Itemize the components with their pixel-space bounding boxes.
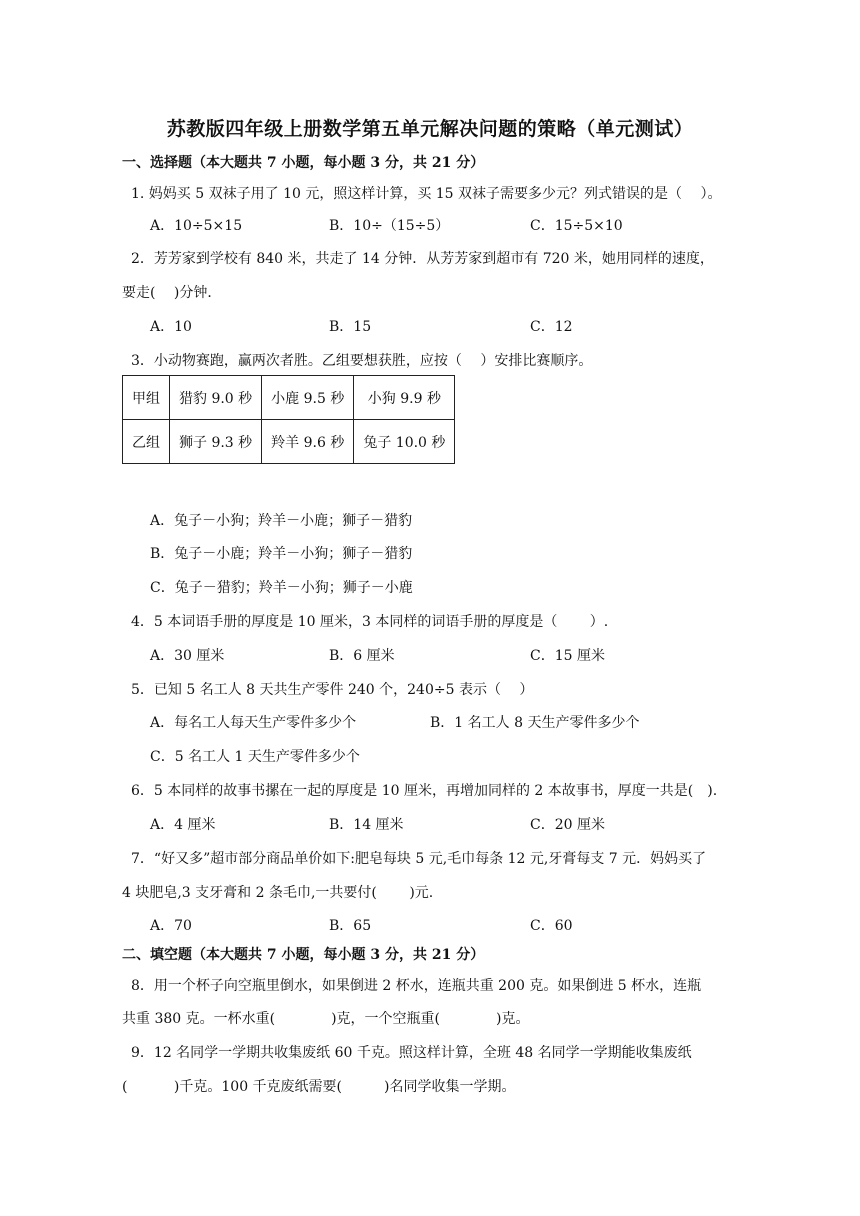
question-6-option-c: C．20 厘米 <box>530 817 605 833</box>
question-5-text: 5．已知 5 名工人 8 天共生产零件 240 个，240÷5 表示（ ） <box>131 682 534 698</box>
question-8-text-line2: 共重 380 克。一杯水重( )克，一个空瓶重( )克。 <box>122 1011 530 1027</box>
question-1-option-a: A．10÷5×15 <box>150 218 243 234</box>
table-cell: 小鹿 9.5 秒 <box>262 376 354 420</box>
question-5-option-c: C．5 名工人 1 天生产零件多少个 <box>150 749 360 765</box>
page-title: 苏教版四年级上册数学第五单元解决问题的策略（单元测试） <box>166 118 694 140</box>
question-8-text-line1: 8．用一个杯子向空瓶里倒水，如果倒进 2 杯水，连瓶共重 200 克。如果倒进 5 杯水，连瓶 <box>131 978 702 994</box>
question-3-option-b: B．兔子－小鹿；羚羊－小狗；狮子－猎豹 <box>150 546 413 562</box>
question-6-option-a: A．4 厘米 <box>150 817 216 833</box>
question-4-option-c: C．15 厘米 <box>530 648 605 664</box>
table-cell: 狮子 9.3 秒 <box>170 420 262 464</box>
question-1-option-b: B．10÷（15÷5） <box>329 218 450 234</box>
table-cell: 乙组 <box>123 420 170 464</box>
question-5-option-b: B．1 名工人 8 天生产零件多少个 <box>430 715 640 731</box>
question-3-option-c: C．兔子－猎豹；羚羊－小狗；狮子－小鹿 <box>150 580 413 596</box>
question-7-option-a: A．70 <box>150 918 192 934</box>
question-3-text: 3．小动物赛跑，赢两次者胜。乙组要想获胜，应按（ ）安排比赛顺序。 <box>131 353 593 369</box>
question-6-option-b: B．14 厘米 <box>329 817 404 833</box>
question-2-option-a: A．10 <box>150 319 192 335</box>
question-7-option-b: B．65 <box>329 918 372 934</box>
question-4-option-b: B．6 厘米 <box>329 648 395 664</box>
section-heading-fill: 二、填空题（本大题共 7 小题，每小题 3 分，共 21 分） <box>122 947 485 963</box>
table-cell: 甲组 <box>123 376 170 420</box>
table-cell: 小狗 9.9 秒 <box>354 376 455 420</box>
table-row <box>123 420 455 464</box>
question-4-text: 4．5 本词语手册的厚度是 10 厘米，3 本同样的词语手册的厚度是（ ）. <box>131 614 609 630</box>
question-1-text: 1. 妈妈买 5 双袜子用了 10 元，照这样计算，买 15 双袜子需要多少元？列式错误的是（ ）。 <box>131 186 722 202</box>
question-2-option-b: B．15 <box>329 319 372 335</box>
section-heading-choice: 一、选择题（本大题共 7 小题，每小题 3 分，共 21 分） <box>122 155 485 171</box>
table-row <box>123 376 455 420</box>
question-2-text-line2: 要走( )分钟． <box>122 285 222 301</box>
question-4-option-a: A．30 厘米 <box>150 648 225 664</box>
race-times-table <box>122 375 455 464</box>
question-3-option-a: A．兔子－小狗；羚羊－小鹿；狮子－猎豹 <box>150 513 413 529</box>
question-6-text: 6．5 本同样的故事书摞在一起的厚度是 10 厘米，再增加同样的 2 本故事书，厚度一共是( ). <box>131 783 718 799</box>
question-2-text-line1: 2．芳芳家到学校有 840 米，共走了 14 分钟．从芳芳家到超市有 720 米，她用同样的速度， <box>131 251 714 267</box>
question-5-option-a: A．每名工人每天生产零件多少个 <box>150 715 357 731</box>
question-7-text-line1: 7．“好又多”超市部分商品单价如下:肥皂每块 5 元,毛巾每条 12 元,牙膏每支 7 元．妈妈买了 <box>131 851 707 867</box>
question-7-text-line2: 4 块肥皂,3 支牙膏和 2 条毛巾,一共要付( )元. <box>122 885 434 901</box>
question-2-option-c: C．12 <box>530 319 573 335</box>
table-cell: 羚羊 9.6 秒 <box>262 420 354 464</box>
question-1-option-c: C．15÷5×10 <box>530 218 623 234</box>
question-9-text-line1: 9．12 名同学一学期共收集废纸 60 千克。照这样计算，全班 48 名同学一学期能收集废纸 <box>131 1045 692 1061</box>
table-cell: 猎豹 9.0 秒 <box>170 376 262 420</box>
table-cell: 兔子 10.0 秒 <box>354 420 455 464</box>
question-9-text-line2: ( )千克。100 千克废纸需要( )名同学收集一学期。 <box>122 1079 516 1095</box>
question-7-option-c: C．60 <box>530 918 573 934</box>
